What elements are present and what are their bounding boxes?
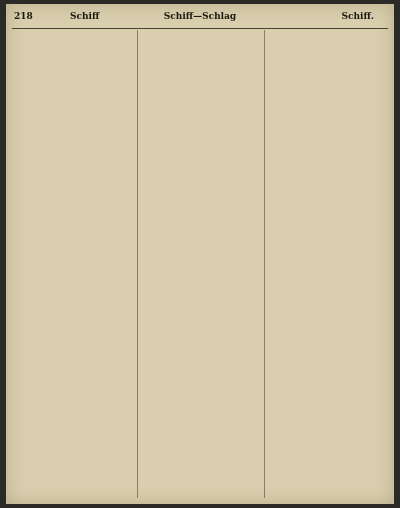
text-column-3 — [268, 32, 386, 496]
header-rule — [12, 28, 388, 29]
running-head-left: Schiff — [70, 12, 100, 22]
running-head-center: Schiff—Schlag — [163, 12, 237, 22]
page-number: 218 — [14, 12, 33, 22]
column-divider — [264, 30, 265, 498]
text-column-1 — [14, 32, 132, 496]
running-head-right: Schiff. — [341, 12, 374, 22]
dictionary-page — [6, 4, 394, 504]
column-divider — [137, 30, 138, 498]
page-header — [6, 12, 394, 26]
text-column-2 — [141, 32, 259, 496]
